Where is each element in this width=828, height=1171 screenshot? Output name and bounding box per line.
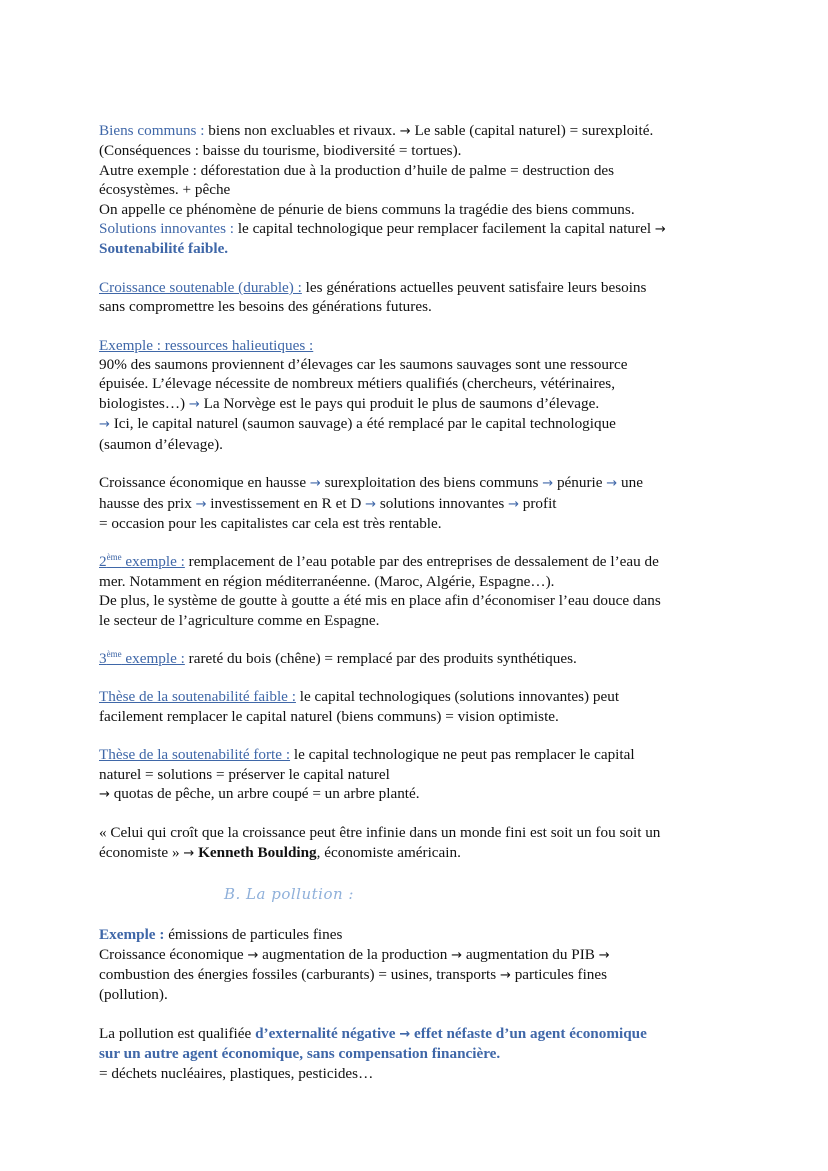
text: rareté du bois (chêne) = remplacé par des produits synthétiques. <box>184 649 577 667</box>
term-soutenabilite-faible: Thèse de la soutenabilité faible : <box>99 688 296 706</box>
paragraph-externalite <box>99 1024 739 1083</box>
arrow-icon: → <box>188 396 200 412</box>
arrow-icon: → <box>183 845 195 861</box>
text: émissions de particules fines <box>164 926 343 944</box>
term-solutions-innovantes: Solutions innovantes : <box>99 220 235 238</box>
text: La pollution est qualifiée <box>99 1024 256 1042</box>
text: 3 <box>99 649 107 667</box>
text: investissement en R et D <box>206 494 366 512</box>
text: solutions innovantes <box>376 494 509 512</box>
paragraph-exemple-3 <box>99 649 739 668</box>
line: mer. Notamment en région méditerranéenne. (Maroc, Algérie, Espagne…). <box>99 572 555 590</box>
line <box>99 1024 739 1044</box>
paragraph-exemple-2 <box>99 552 739 630</box>
arrow-icon: → <box>508 496 519 512</box>
text: exemple : <box>121 649 185 667</box>
text: économiste » <box>99 843 184 861</box>
line: (saumon d’élevage). <box>99 435 223 453</box>
text: effet néfaste d’un agent économique <box>410 1024 647 1042</box>
arrow-icon: → <box>499 968 511 983</box>
text: Ici, le capital naturel (saumon sauvage) a été remplacé par le capital technologique <box>109 415 616 433</box>
arrow-icon: → <box>598 947 610 963</box>
paragraph-soutenabilite-forte <box>99 745 739 804</box>
arrow-icon: → <box>654 222 666 238</box>
line: On appelle ce phénomène de pénurie de biens communs la tragédie des biens communs. <box>99 200 635 218</box>
text: Le sable (capital naturel) = surexploité. <box>410 122 654 139</box>
text: le capital technologiques (solutions innovantes) peut <box>295 688 620 706</box>
line <box>99 219 739 239</box>
text: les générations actuelles peuvent satisfaire leurs besoins <box>301 278 647 296</box>
arrow-icon: → <box>451 947 463 963</box>
line <box>99 494 739 514</box>
bold-conclusion: Soutenabilité faible. <box>99 240 229 258</box>
arrow-icon: → <box>195 496 207 512</box>
line <box>99 843 739 863</box>
line <box>99 745 739 764</box>
line <box>99 925 739 944</box>
term-externalite: d’externalité négative <box>255 1024 400 1042</box>
arrow-icon: → <box>309 476 321 492</box>
term-croissance-soutenable: Croissance soutenable (durable) : <box>99 278 302 296</box>
line <box>99 121 739 141</box>
text: La Norvège est le pays qui produit le plus de saumons d’élevage. <box>199 394 600 412</box>
text: pénurie <box>553 474 607 492</box>
text: hausse des prix <box>99 494 196 512</box>
arrow-icon: → <box>606 476 618 492</box>
line <box>99 649 739 668</box>
line <box>99 473 739 493</box>
arrow-icon: → <box>365 496 377 512</box>
arrow-icon: → <box>399 124 411 139</box>
term-exemple-3 <box>99 650 185 667</box>
line: sans compromettre les besoins des générations futures. <box>99 298 432 316</box>
term-biens-communs: Biens communs : <box>99 122 205 139</box>
superscript: ème <box>106 552 122 563</box>
text: biens non excluables et rivaux. <box>204 122 400 139</box>
superscript: ème <box>106 648 122 659</box>
paragraph-ressources-halieutiques <box>99 336 739 454</box>
text: exemple : <box>121 553 185 571</box>
section-title-pollution: B. La pollution : <box>224 885 354 904</box>
text: le capital technologique peur remplacer facilement la capital naturel <box>234 220 655 238</box>
line <box>99 394 739 414</box>
text: quotas de pêche, un arbre coupé = un arbre planté. <box>109 784 420 802</box>
line <box>99 945 739 965</box>
text: profit <box>518 494 557 512</box>
line: = occasion pour les capitalistes car cela est très rentable. <box>99 514 442 532</box>
text: 2 <box>99 553 107 571</box>
text: remplacement de l’eau potable par des entreprises de dessalement de l’eau de <box>184 553 659 571</box>
text: augmentation de la production <box>258 945 452 963</box>
line: 90% des saumons proviennent d’élevages car les saumons sauvages sont une ressource <box>99 356 628 374</box>
paragraph-croissance-soutenable <box>99 278 739 317</box>
text: une <box>617 474 643 492</box>
line: (Conséquences : baisse du tourisme, biodiversité = tortues). <box>99 142 462 160</box>
line <box>99 414 739 434</box>
term-exemple-2 <box>99 553 185 570</box>
line: naturel = solutions = préserver le capital naturel <box>99 765 390 783</box>
line: épuisée. L’élevage nécessite de nombreux métiers qualifiés (chercheurs, vétérinaires, <box>99 375 616 393</box>
line: = déchets nucléaires, plastiques, pesticides… <box>99 1064 374 1082</box>
quote-author: Kenneth Boulding <box>198 843 317 861</box>
text: le capital technologique ne peut pas remplacer le capital <box>290 746 635 764</box>
line: facilement remplacer le capital naturel (biens communs) = vision optimiste. <box>99 707 559 725</box>
line: « Celui qui croît que la croissance peut être infinie dans un monde fini est soit un fou soit un <box>99 824 661 842</box>
text: biologistes…) <box>99 394 189 412</box>
line: sur un autre agent économique, sans compensation financière. <box>99 1045 501 1063</box>
text: , économiste américain. <box>316 843 461 861</box>
line: écosystèmes. + pêche <box>99 181 231 199</box>
paragraph-biens-communs <box>99 121 739 259</box>
arrow-icon: → <box>247 947 259 963</box>
document-body <box>99 121 739 1083</box>
text: augmentation du PIB <box>462 945 599 963</box>
line: (pollution). <box>99 986 168 1004</box>
term-soutenabilite-forte: Thèse de la soutenabilité forte : <box>99 746 291 764</box>
line <box>99 278 739 297</box>
line: Autre exemple : déforestation due à la production d’huile de palme = destruction des <box>99 161 615 179</box>
paragraph-soutenabilite-faible <box>99 687 739 726</box>
term-exemple: Exemple : <box>99 926 165 944</box>
arrow-icon: → <box>99 786 110 802</box>
arrow-icon: → <box>399 1026 411 1042</box>
line <box>99 552 739 571</box>
text: combustion des énergies fossiles (carburants) = usines, transports <box>99 966 500 983</box>
text: surexploitation des biens communs <box>320 474 543 492</box>
arrow-icon: → <box>542 476 554 492</box>
text: Croissance économique <box>99 945 248 963</box>
term-exemple-halieutiques: Exemple : ressources halieutiques : <box>99 336 314 354</box>
paragraph-pollution-exemple <box>99 925 739 1005</box>
line <box>99 687 739 706</box>
paragraph-croissance-chain <box>99 473 739 533</box>
arrow-icon: → <box>99 417 110 433</box>
line: De plus, le système de goutte à goutte a été mis en place afin d’économiser l’eau douce dans <box>99 592 661 610</box>
line: le secteur de l’agriculture comme en Espagne. <box>99 611 380 629</box>
text: Croissance économique en hausse <box>99 474 310 492</box>
paragraph-quote <box>99 823 739 863</box>
line <box>99 784 739 804</box>
line <box>99 965 739 985</box>
text: particules fines <box>510 966 608 983</box>
